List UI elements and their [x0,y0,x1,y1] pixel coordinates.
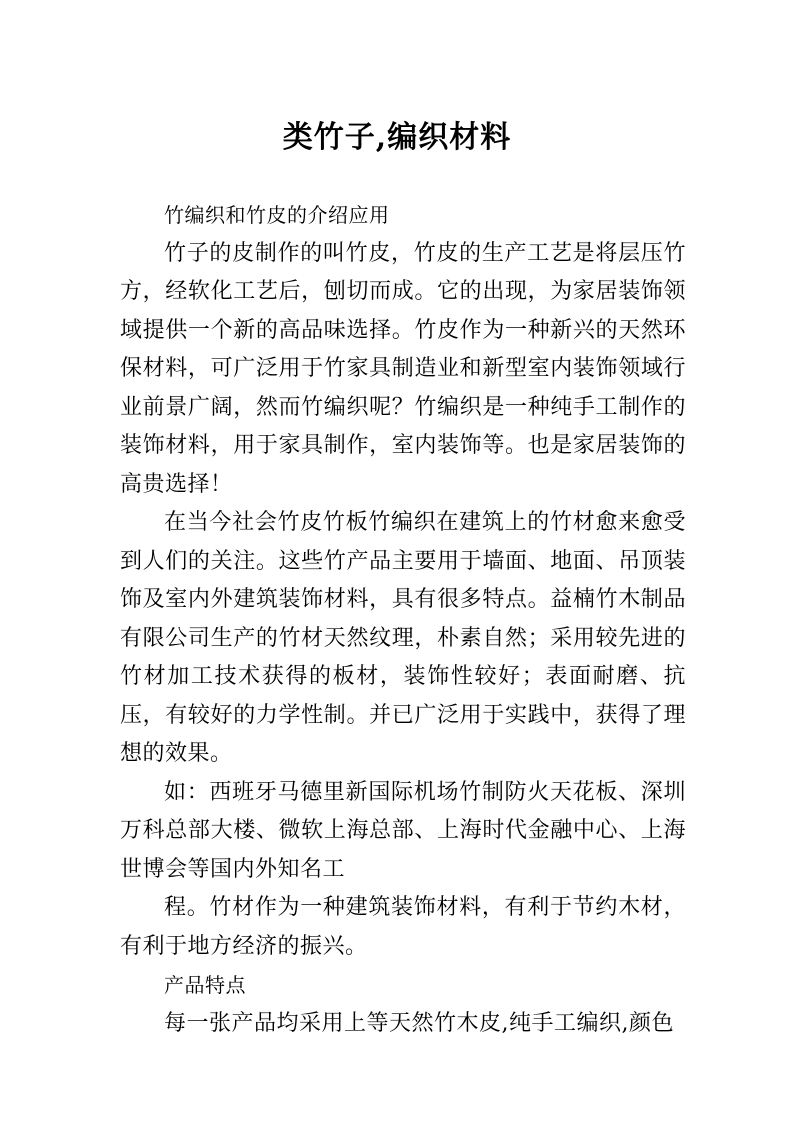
paragraph-benefits: 程。竹材作为一种建筑装饰材料，有利于节约木材，有利于地方经济的振兴。 [120,895,686,959]
section-heading-intro: 竹编织和竹皮的介绍应用 [164,203,390,227]
document-title: 类竹子,编织材料 [282,120,512,156]
paragraph-architecture: 在当今社会竹皮竹板竹编织在建筑上的竹材愈来愈受到人们的关注。这些竹产品主要用于墙面、地面、吊顶装饰及室内外建筑装饰材料，具有很多特点。益楠竹木制品有限公司生产的竹材天然纹理，朴素自然；采用较先进的竹材加工技术获得的板材，装饰性较好；表面耐磨、抗压，有较好的力学性制。并已广泛用于实践中，获得了理想的效果。 [120,510,686,766]
section-heading-features: 产品特点 [164,973,246,997]
paragraph-features: 每一张产品均采用上等天然竹木皮,纯手工编织,颜色 [164,1010,674,1036]
document-body [120,196,686,1043]
paragraph-examples: 如：西班牙马德里新国际机场竹制防火天花板、深圳万科总部大楼、微软上海总部、上海时代金融中心、上海世博会等国内外知名工 [120,779,686,882]
paragraph-bamboo-skin: 竹子的皮制作的叫竹皮，竹皮的生产工艺是将层压竹方，经软化工艺后，刨切而成。它的出现，为家居装饰领域提供一个新的高品味选择。竹皮作为一种新兴的天然环保材料，可广泛用于竹家具制造业和新型室内装饰领域行业前景广阔，然而竹编织呢？竹编织是一种纯手工制作的装饰材料，用于家具制作，室内装饰等。也是家居装饰的高贵选择！ [120,240,686,497]
